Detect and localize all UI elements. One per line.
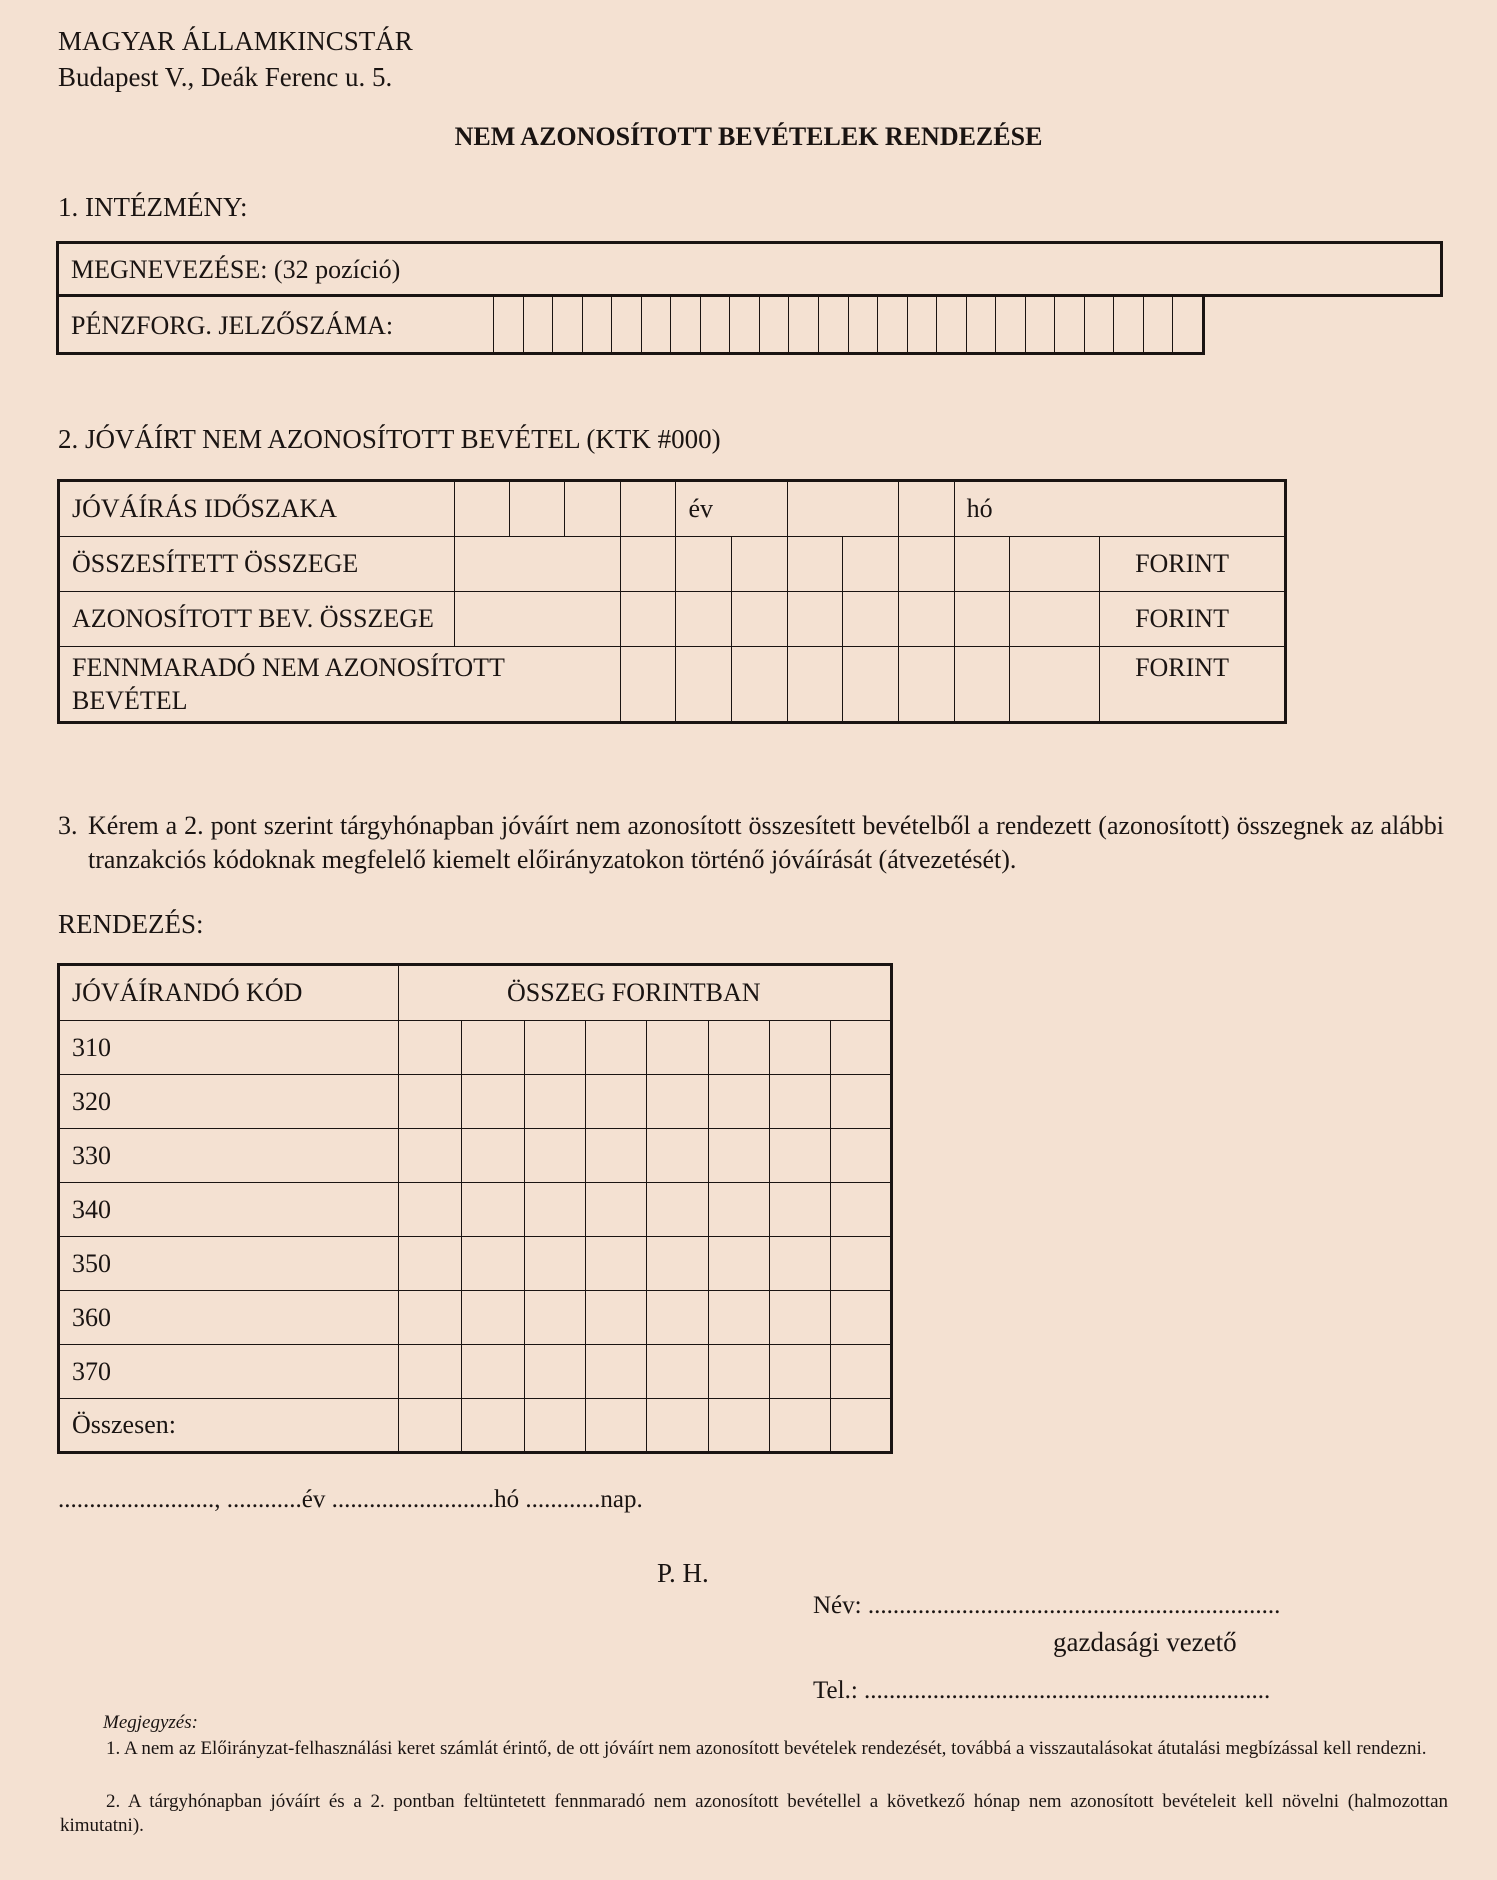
settlement-code: Összesen: [59, 1399, 399, 1453]
settlement-amount-cell[interactable] [830, 1075, 891, 1129]
settlement-amount-cell[interactable] [525, 1021, 586, 1075]
settlement-amount-cell[interactable] [525, 1237, 586, 1291]
institution-name-label: MEGNEVEZÉSE: (32 pozíció) [71, 255, 401, 284]
blank-cell [455, 537, 620, 592]
settlement-amount-cell[interactable] [462, 1021, 525, 1075]
section3-text: Kérem a 2. pont szerint tárgyhónapban jóváírt nem azonosított összesített bevételből a rendezett (azonosított) összegnek az alábbi tranzakciós kódoknak megfelelő kiemelt előirányzatokon történő jóváírását (átvezetését). [88, 811, 1444, 874]
settlement-amount-cell[interactable] [770, 1075, 831, 1129]
settlement-amount-cell[interactable] [770, 1345, 831, 1399]
account-digit-cell[interactable] [966, 296, 996, 353]
settlement-amount-cell[interactable] [830, 1399, 891, 1453]
settlement-amount-cell[interactable] [586, 1021, 647, 1075]
settlement-code: 370 [59, 1345, 399, 1399]
settlement-amount-cell[interactable] [462, 1237, 525, 1291]
credited-income-table [57, 479, 1287, 724]
settlement-amount-cell[interactable] [586, 1345, 647, 1399]
forint-unit: FORINT [1100, 537, 1286, 592]
account-digit-cell[interactable] [1054, 296, 1084, 353]
settlement-amount-cell[interactable] [647, 1021, 709, 1075]
settlement-amount-cell[interactable] [462, 1129, 525, 1183]
amount-cell[interactable] [620, 537, 676, 592]
settlement-amount-cell[interactable] [709, 1183, 770, 1237]
settlement-amount-cell[interactable] [525, 1129, 586, 1183]
phone-line[interactable]: Tel.: ................................................................. [813, 1677, 1271, 1704]
settlement-amount-cell[interactable] [830, 1129, 891, 1183]
amount-cell[interactable] [954, 537, 1010, 592]
settlement-amount-cell[interactable] [770, 1183, 831, 1237]
amount-cell[interactable] [842, 592, 898, 647]
account-digit-cell[interactable] [700, 296, 730, 353]
period-cell[interactable] [455, 481, 510, 537]
settlement-amount-cell[interactable] [525, 1399, 586, 1453]
settlement-amount-cell[interactable] [399, 1021, 462, 1075]
settlement-table [57, 963, 893, 1454]
amount-cell[interactable] [1010, 647, 1100, 723]
settlement-amount-cell[interactable] [399, 1399, 462, 1453]
settlement-amount-cell[interactable] [399, 1129, 462, 1183]
settlement-row [59, 1291, 892, 1345]
settlement-amount-cell[interactable] [709, 1129, 770, 1183]
settlement-amount-cell[interactable] [586, 1129, 647, 1183]
settlement-amount-cell[interactable] [830, 1021, 891, 1075]
account-digit-cell[interactable] [877, 296, 907, 353]
settlement-amount-cell[interactable] [586, 1075, 647, 1129]
rendezes-heading: RENDEZÉS: [58, 909, 204, 939]
note-1: 1. A nem az Előirányzat-felhasználási keret számlát érintő, de ott jóváírt nem azonosított bevételek rendezését, továbbá a visszautalásokat átutalási megbízással kell rendezni. [106, 1738, 1427, 1759]
identified-amount-label: AZONOSÍTOTT BEV. ÖSSZEGE [59, 592, 455, 647]
settlement-code: 330 [59, 1129, 399, 1183]
settlement-amount-cell[interactable] [647, 1075, 709, 1129]
settlement-amount-cell[interactable] [462, 1075, 525, 1129]
note-2: 2. A tárgyhónapban jóváírt és a 2. pontban feltüntetett fennmaradó nem azonosított bevétellel a következő hónap nem azonosított bevételeit kell növelni (halmozottan kimutatni). [60, 1791, 1448, 1836]
settlement-amount-cell[interactable] [525, 1291, 586, 1345]
account-digit-cell[interactable] [611, 296, 641, 353]
year-label: év [676, 481, 788, 537]
forint-unit: FORINT [1100, 592, 1286, 647]
account-digit-cell[interactable] [818, 296, 848, 353]
settlement-amount-cell[interactable] [525, 1183, 586, 1237]
page-title: NEM AZONOSÍTOTT BEVÉTELEK RENDEZÉSE [454, 122, 1043, 151]
settlement-amount-cell[interactable] [709, 1291, 770, 1345]
amount-cell[interactable] [732, 592, 788, 647]
amount-cell[interactable] [1010, 537, 1100, 592]
period-cell[interactable] [788, 481, 899, 537]
amount-cell[interactable] [676, 592, 732, 647]
account-digit-cell[interactable] [907, 296, 937, 353]
settlement-amount-cell[interactable] [462, 1291, 525, 1345]
institution-box [56, 241, 1443, 355]
org-address: Budapest V., Deák Ferenc u. 5. [58, 62, 393, 92]
settlement-amount-cell[interactable] [770, 1237, 831, 1291]
account-digit-cell[interactable] [759, 296, 789, 353]
account-digit-cell[interactable] [1113, 296, 1143, 353]
settlement-amount-cell[interactable] [462, 1183, 525, 1237]
amount-cell[interactable] [732, 537, 788, 592]
name-line[interactable]: Név: .................................................................. [813, 1592, 1281, 1619]
amount-cell[interactable] [732, 647, 788, 723]
account-digit-cell[interactable] [788, 296, 818, 353]
account-digit-cell[interactable] [1084, 296, 1114, 353]
account-digit-cell[interactable] [582, 296, 612, 353]
account-digit-cell[interactable] [995, 296, 1025, 353]
remaining-label-line1: FENNMARADÓ NEM AZONOSÍTOTT [72, 653, 505, 682]
account-digit-cell[interactable] [1143, 296, 1173, 353]
amount-cell[interactable] [898, 537, 954, 592]
blank-cell [455, 592, 620, 647]
settlement-amount-cell[interactable] [647, 1291, 709, 1345]
settlement-row [59, 1399, 892, 1453]
settlement-amount-cell[interactable] [586, 1237, 647, 1291]
section2-heading: 2. JÓVÁÍRT NEM AZONOSÍTOTT BEVÉTEL (KTK #000) [58, 424, 721, 454]
settlement-amount-cell[interactable] [399, 1183, 462, 1237]
settlement-amount-cell[interactable] [770, 1129, 831, 1183]
account-digit-cell[interactable] [552, 296, 582, 353]
account-digit-cell[interactable] [670, 296, 700, 353]
account-number-cells[interactable] [493, 296, 1202, 353]
date-line[interactable]: ........................., ............év ..........................hó ............nap. [58, 1486, 643, 1513]
settlement-row [59, 1183, 892, 1237]
amount-cell[interactable] [954, 647, 1010, 723]
settlement-row [59, 1237, 892, 1291]
settlement-row [59, 1129, 892, 1183]
org-name: MAGYAR ÁLLAMKINCSTÁR [58, 26, 413, 56]
settlement-row [59, 1345, 892, 1399]
settlement-amount-cell[interactable] [830, 1237, 891, 1291]
settlement-amount-cell[interactable] [399, 1237, 462, 1291]
amount-cell[interactable] [620, 592, 676, 647]
account-digit-cell[interactable] [729, 296, 759, 353]
forint-unit: FORINT [1100, 647, 1286, 723]
settlement-amount-cell[interactable] [830, 1345, 891, 1399]
section3-number: 3. [58, 811, 78, 840]
notes-heading: Megjegyzés: [103, 1712, 198, 1733]
remaining-label [59, 647, 621, 723]
amount-column-header: ÖSSZEG FORINTBAN [399, 965, 892, 1021]
account-number-label: PÉNZFORG. JELZŐSZÁMA: [71, 311, 394, 340]
period-cell[interactable] [510, 481, 565, 537]
settlement-amount-cell[interactable] [830, 1291, 891, 1345]
account-digit-cell[interactable] [1172, 296, 1202, 353]
settlement-amount-cell[interactable] [830, 1183, 891, 1237]
amount-cell[interactable] [676, 647, 732, 723]
settlement-amount-cell[interactable] [647, 1399, 709, 1453]
period-cell[interactable] [898, 481, 954, 537]
settlement-amount-cell[interactable] [586, 1291, 647, 1345]
settlement-amount-cell[interactable] [399, 1345, 462, 1399]
period-cell[interactable] [620, 481, 676, 537]
amount-cell[interactable] [1010, 592, 1100, 647]
amount-cell[interactable] [842, 647, 898, 723]
settlement-amount-cell[interactable] [525, 1345, 586, 1399]
settlement-amount-cell[interactable] [709, 1345, 770, 1399]
period-cell[interactable] [564, 481, 620, 537]
settlement-amount-cell[interactable] [586, 1399, 647, 1453]
account-digit-cell[interactable] [523, 296, 553, 353]
settlement-amount-cell[interactable] [647, 1237, 709, 1291]
settlement-amount-cell[interactable] [462, 1399, 525, 1453]
settlement-amount-cell[interactable] [399, 1075, 462, 1129]
stamp-placeholder: P. H. [657, 1558, 709, 1588]
settlement-amount-cell[interactable] [399, 1291, 462, 1345]
account-digit-cell[interactable] [1025, 296, 1055, 353]
settlement-amount-cell[interactable] [709, 1399, 770, 1453]
settlement-code: 360 [59, 1291, 399, 1345]
amount-cell[interactable] [788, 592, 843, 647]
settlement-amount-cell[interactable] [709, 1237, 770, 1291]
account-digit-cell[interactable] [641, 296, 671, 353]
settlement-amount-cell[interactable] [525, 1075, 586, 1129]
settlement-code: 310 [59, 1021, 399, 1075]
settlement-amount-cell[interactable] [770, 1291, 831, 1345]
remaining-label-line2: BEVÉTEL [72, 686, 188, 715]
account-digit-cell[interactable] [936, 296, 966, 353]
settlement-amount-cell[interactable] [709, 1075, 770, 1129]
settlement-amount-cell[interactable] [647, 1345, 709, 1399]
period-label: JÓVÁÍRÁS IDŐSZAKA [59, 481, 455, 537]
account-digit-cell[interactable] [848, 296, 878, 353]
amount-cell[interactable] [788, 647, 843, 723]
settlement-amount-cell[interactable] [770, 1399, 831, 1453]
settlement-amount-cell[interactable] [770, 1021, 831, 1075]
settlement-amount-cell[interactable] [647, 1183, 709, 1237]
settlement-amount-cell[interactable] [462, 1345, 525, 1399]
amount-cell[interactable] [898, 647, 954, 723]
amount-cell[interactable] [676, 537, 732, 592]
settlement-row [59, 1075, 892, 1129]
amount-cell[interactable] [898, 592, 954, 647]
signatory-role: gazdasági vezető [1053, 1627, 1237, 1657]
amount-cell[interactable] [620, 647, 676, 723]
total-amount-label: ÖSSZESÍTETT ÖSSZEGE [59, 537, 455, 592]
code-column-header: JÓVÁÍRANDÓ KÓD [59, 965, 399, 1021]
settlement-amount-cell[interactable] [709, 1021, 770, 1075]
settlement-code: 350 [59, 1237, 399, 1291]
month-label: hó [954, 481, 1285, 537]
settlement-amount-cell[interactable] [647, 1129, 709, 1183]
settlement-code: 340 [59, 1183, 399, 1237]
settlement-code: 320 [59, 1075, 399, 1129]
settlement-row [59, 1021, 892, 1075]
settlement-amount-cell[interactable] [586, 1183, 647, 1237]
section1-heading: 1. INTÉZMÉNY: [58, 192, 248, 222]
amount-cell[interactable] [842, 537, 898, 592]
amount-cell[interactable] [954, 592, 1010, 647]
amount-cell[interactable] [788, 537, 843, 592]
account-digit-cell[interactable] [493, 296, 523, 353]
